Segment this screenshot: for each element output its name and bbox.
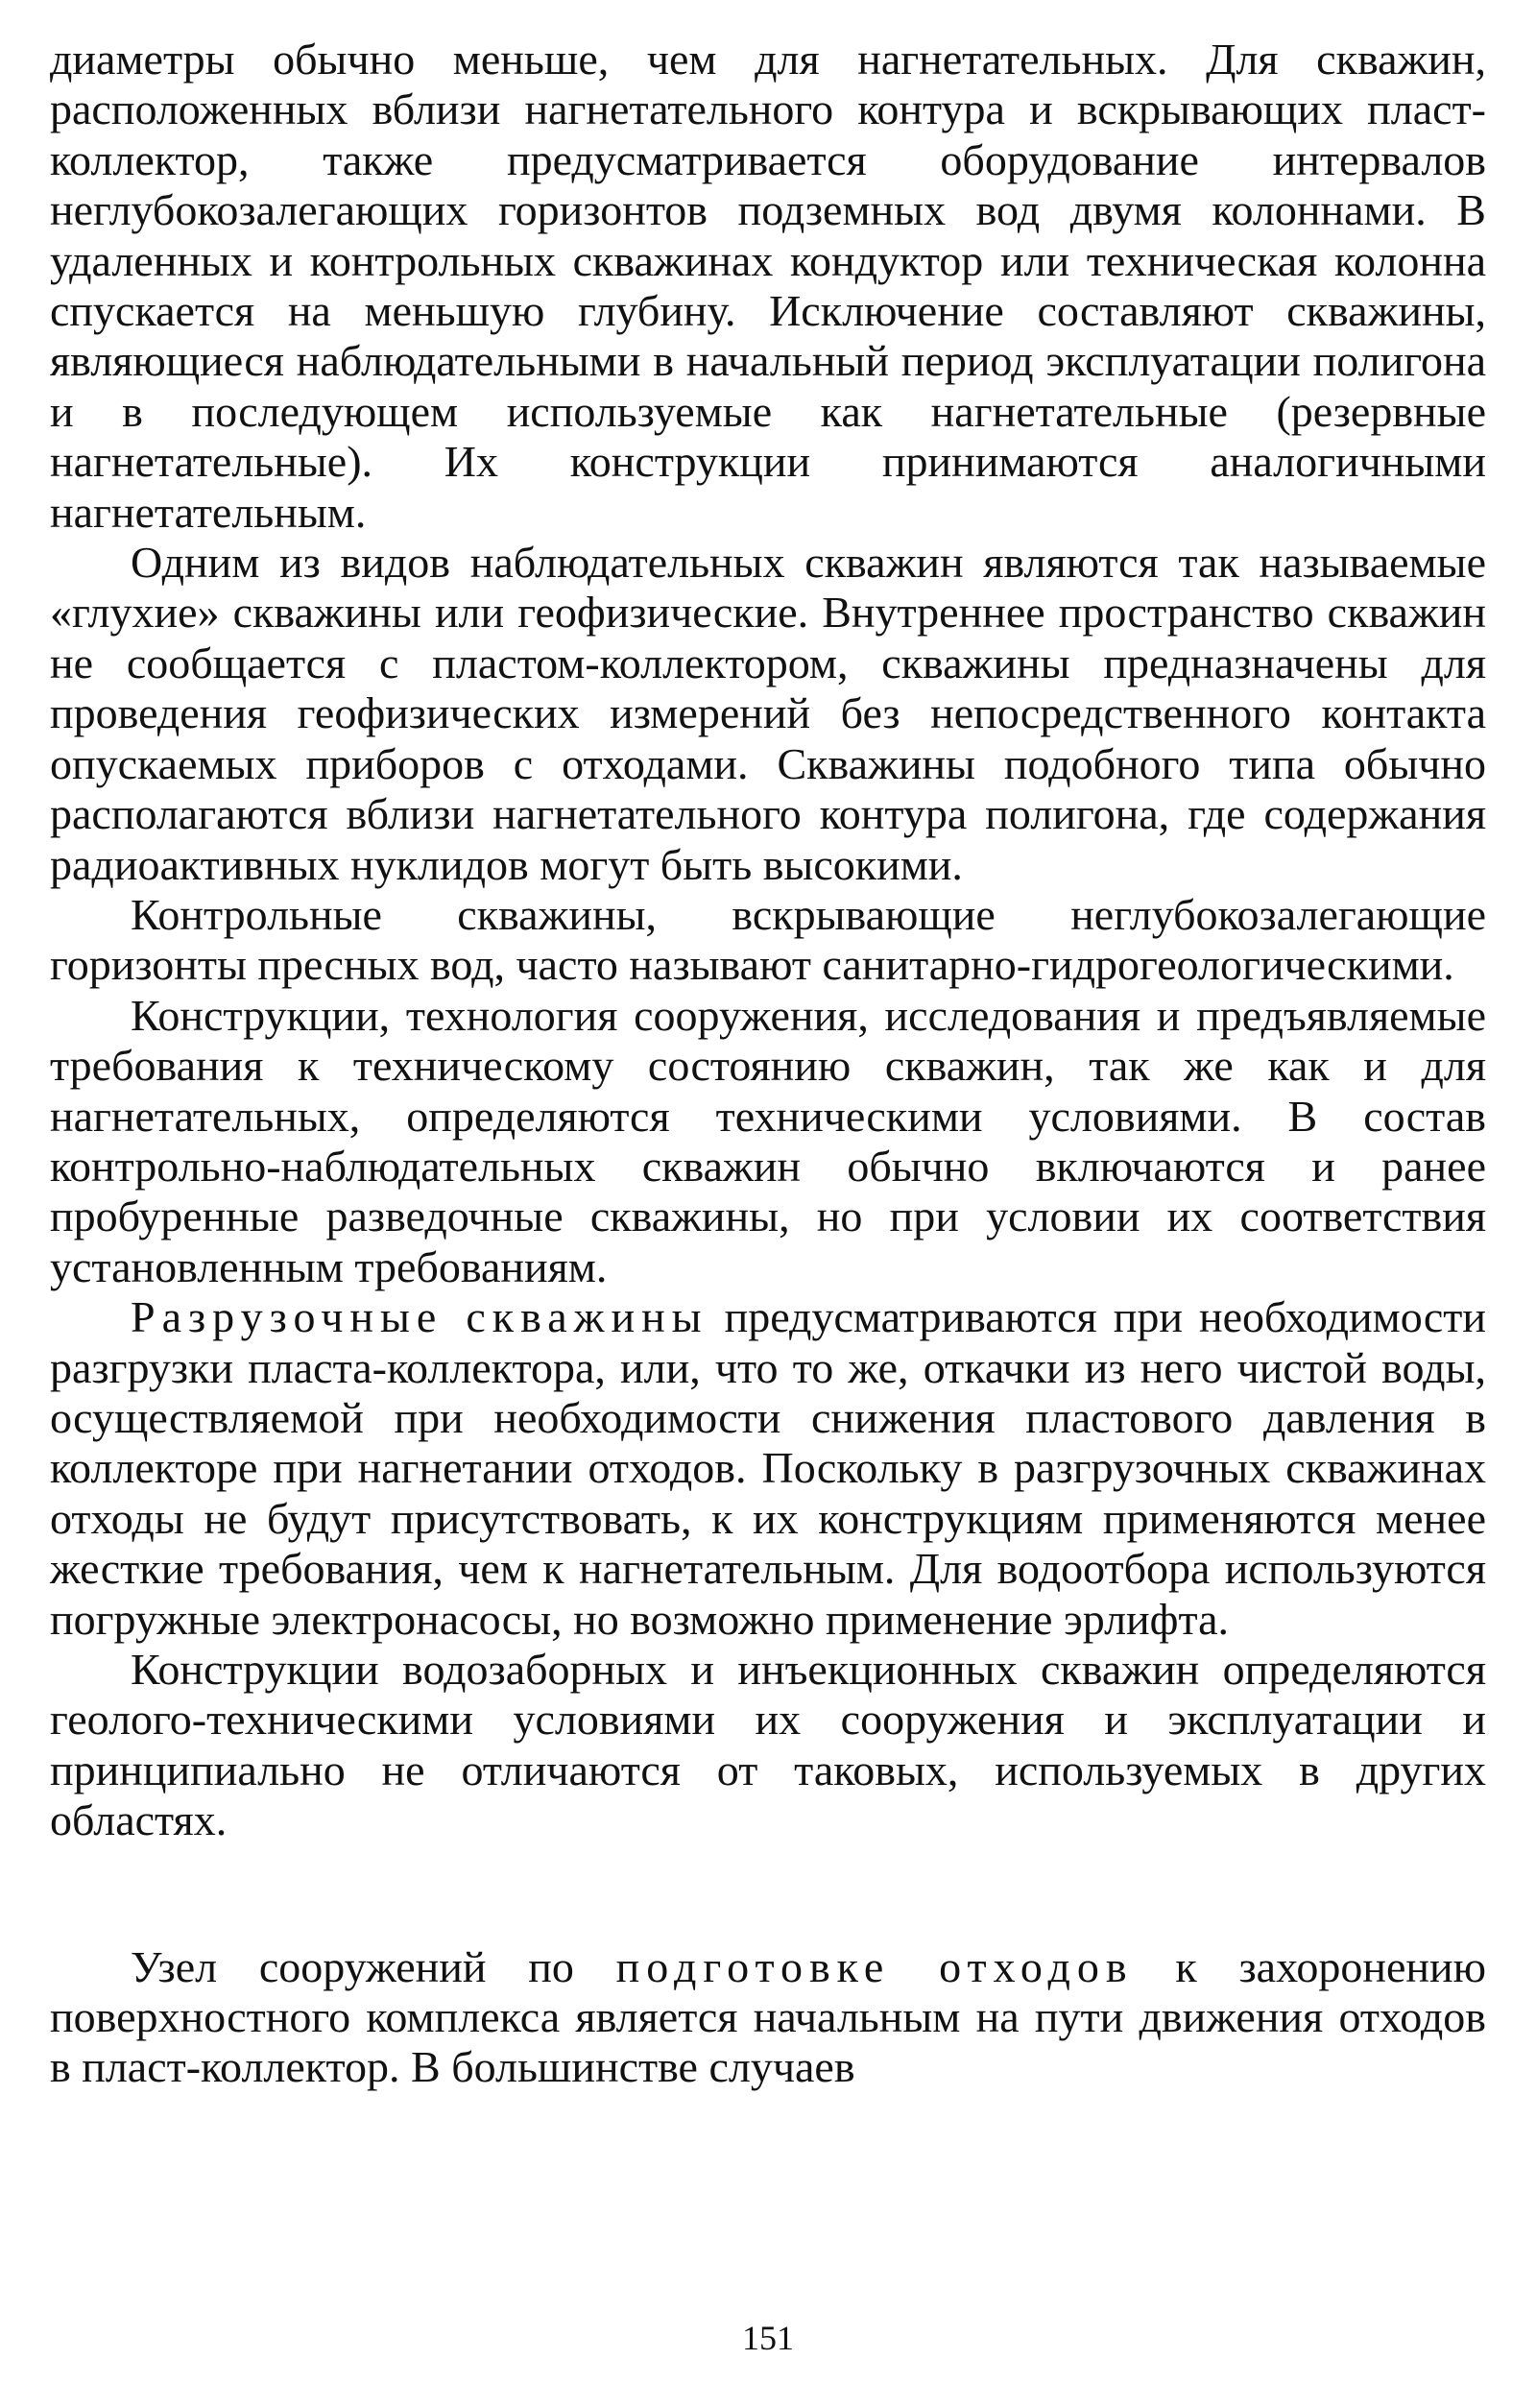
spaced-term: подготовке отходов [615, 1941, 1134, 1991]
paragraph-blind-wells [50, 538, 1486, 890]
main-text [50, 35, 1486, 2093]
page-number: 151 [742, 2319, 794, 2357]
paragraph-intake-wells [50, 1645, 1486, 1846]
paragraph-text: к захоронению поверхностного комплекса является начальным на пути движения отходов в пласт-коллектор. В большинстве случаев [50, 1941, 1486, 2092]
paragraph-text: диаметры обычно меньше, чем для нагнетательных. Для скважин, расположенных вблизи нагнетательного контура и вскрывающих пласт-коллектор, также предусматривается оборудование интервалов неглубокозалегающих горизонтов подземных вод двумя колоннами. В удаленных и контрольных скважинах кондуктор или техническая колонна спускается на меньшую глубину. Исключение составляют скважины, являющиеся наблюдательными в начальный период эксплуатации полигона и в последующем используемые как нагнетательные (резервные нагнетательные). Их конструкции принимаются аналогичными нагнетательным. [50, 35, 1486, 537]
paragraph-waste-preparation [50, 1942, 1486, 2093]
paragraph-text: Одним из видов наблюдательных скважин являются так называемые «глухие» скважины или геофизические. Внутреннее пространство скважин не сообщается с пластом-коллектором, скважины предназначены для проведения геофизических измерений без непосредственного контакта опускаемых приборов с отходами. Скважины подобного типа обычно располагаются вблизи нагнетательного контура полигона, где содержания радиоактивных нуклидов могут быть высокими. [50, 538, 1486, 889]
paragraph-control-wells [50, 890, 1486, 991]
paragraph-text: Конструкции водозаборных и инъекционных скважин определяются геолого-техническими условиями их сооружения и эксплуатации и принципиально не отличаются от таковых, используемых в других областях. [50, 1645, 1486, 1845]
paragraph-text: Контрольные скважины, вскрывающие неглубокозалегающие горизонты пресных вод, часто называют санитарно-гидрогеологическими. [50, 889, 1486, 990]
paragraph-text: Узел сооружений по [131, 1941, 616, 1991]
paragraph-text: Конструкции, технология сооружения, исследования и предъявляемые требования к техническому состоянию скважин, так же как и для нагнетательных, определяются техническими условиями. В состав контрольно-наблюдательных скважин обычно включаются и ранее пробуренные разведочные скважины, но при условии их соответствия установленным требованиям. [50, 990, 1486, 1291]
paragraph-relief-wells [50, 1292, 1486, 1645]
spaced-term: Разрузочные скважины [131, 1292, 708, 1342]
paragraph-well-diameters [50, 35, 1486, 538]
paragraph-text: предусматриваются при необходимости разгрузки пласта-коллектора, или, что то же, откачки из него чистой воды, осуществляемой при необходимости снижения пластового давления в коллекторе при нагнетании отходов. Поскольку в разгрузочных скважинах отходы не будут присутствовать, к их конструкциям применяются менее жесткие требования, чем к нагнетательным. Для водоотбора используются погружные электронасосы, но возможно применение эрлифта. [50, 1292, 1486, 1644]
paragraph-well-construction [50, 991, 1486, 1292]
